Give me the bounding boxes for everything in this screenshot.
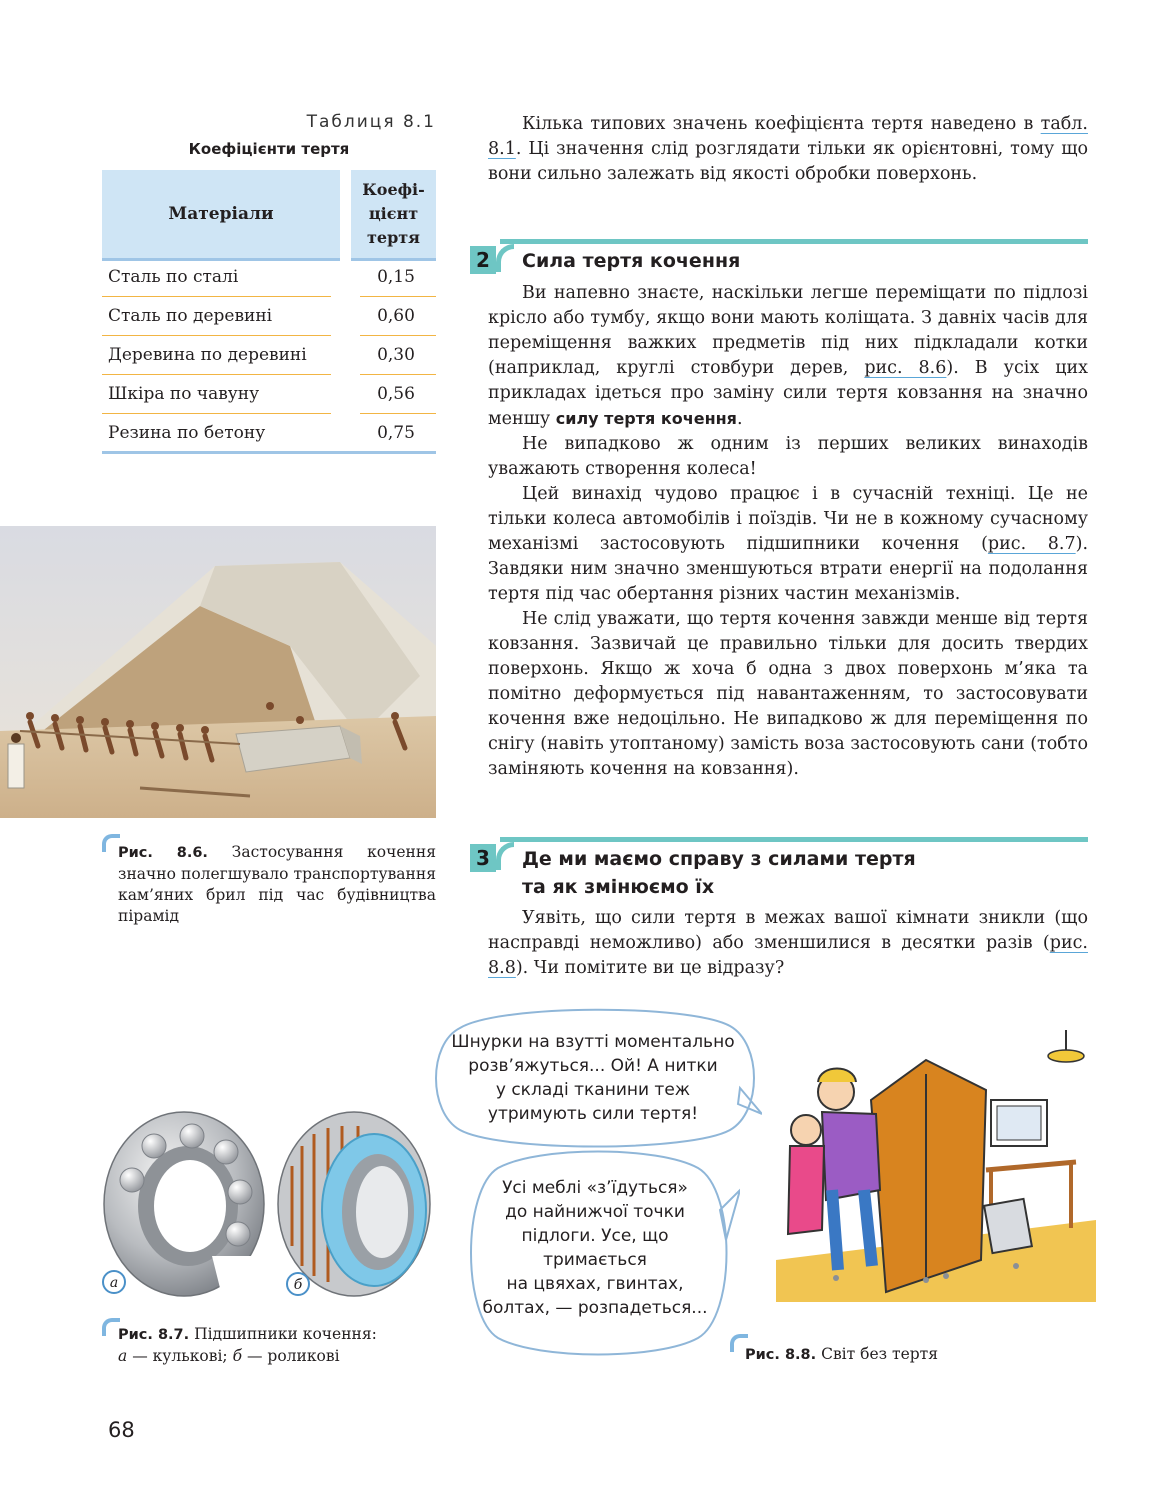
value-cell: 0,56 bbox=[377, 384, 415, 404]
section-number: 2 bbox=[470, 246, 496, 274]
bearing-a-badge: а bbox=[109, 1275, 119, 1291]
section-corner bbox=[496, 842, 514, 870]
figure-label: Рис. 8.6. bbox=[118, 845, 208, 861]
material-cell: Сталь по деревині bbox=[108, 306, 273, 326]
figure-label: Рис. 8.7. bbox=[118, 1327, 190, 1343]
page-number: 68 bbox=[108, 1418, 135, 1442]
section-corner bbox=[496, 244, 514, 272]
paragraph: Не випадково ж одним із перших великих винаходів уважають створення колеса! bbox=[488, 434, 1088, 479]
table-caption: Таблиця 8.1 bbox=[306, 112, 436, 132]
table-row bbox=[102, 415, 436, 453]
table-header-coefficient bbox=[351, 170, 436, 258]
figure-8-6-caption bbox=[118, 842, 436, 927]
speech-bubble-text: Усі меблі «з’їдуться» до найнижчої точки підлоги. Усе, що тримається на цвяхах, гвинтах, болтах, — розпадеться... bbox=[482, 1178, 708, 1318]
value-cell: 0,75 bbox=[377, 423, 415, 443]
material-cell: Резина по бетону bbox=[108, 423, 266, 443]
figure-8-7-link[interactable]: рис. 8.7 bbox=[987, 534, 1076, 554]
header-line: тертя bbox=[366, 228, 420, 247]
header-line: Коефі- bbox=[362, 180, 425, 199]
value-cell: 0,30 bbox=[377, 345, 415, 365]
figure-8-7-caption: Рис. 8.7. Підшипники кочення: а — кулькові; б — роликові bbox=[118, 1325, 377, 1365]
figure-8-6-link[interactable]: рис. 8.6 bbox=[864, 358, 947, 378]
table-row bbox=[102, 376, 436, 414]
key-term: силу тертя кочення bbox=[555, 409, 737, 428]
caption-text: Застосування кочення значно полегшувало транспортування кам’яних брил під час будівництва пірамід bbox=[118, 843, 436, 925]
bearings-illustration bbox=[102, 1106, 432, 1302]
table-header-materials: Матеріали bbox=[102, 170, 340, 258]
table-row bbox=[102, 298, 436, 336]
table-8-1-link[interactable]: табл. 8.1 bbox=[488, 114, 1088, 159]
figure-8-8-link[interactable]: рис. 8.8 bbox=[488, 933, 1088, 978]
pyramid-illustration bbox=[0, 526, 436, 818]
table-row bbox=[102, 259, 436, 297]
section-divider bbox=[500, 837, 1088, 842]
material-cell: Сталь по сталі bbox=[108, 267, 239, 287]
title-line: Де ми маємо справу з силами тертя bbox=[522, 848, 916, 870]
material-cell: Шкіра по чавуну bbox=[108, 384, 260, 404]
material-cell: Деревина по деревині bbox=[108, 345, 307, 365]
value-cell: 0,15 bbox=[377, 267, 415, 287]
paragraph: Уявіть, що сили тертя в межах вашої кімнати зникли (що насправді неможливо) або зменшилися в десятки разів (рис. 8.8). Чи помітите ви це відразу? bbox=[488, 908, 1088, 978]
section-divider bbox=[500, 239, 1088, 244]
room-cartoon-illustration bbox=[776, 1030, 1096, 1302]
table-row bbox=[102, 337, 436, 375]
figure-8-8-caption: Рис. 8.8. Світ без тертя bbox=[745, 1345, 939, 1363]
table-title: Коефіцієнти тертя bbox=[188, 140, 350, 158]
header-line: цієнт bbox=[368, 204, 419, 223]
title-line: та як змінюємо їх bbox=[522, 876, 715, 898]
bearing-b-badge: б bbox=[293, 1277, 303, 1293]
table-bottom-rule bbox=[102, 451, 436, 454]
paragraph: Не слід уважати, що тертя кочення завжди менше від тертя ковзання. Зазвичай це правильно тільки для досить твердих поверхонь. Якщо ж хоча б одна з двох поверхонь м’яка та помітно деформується під навантаженням, то застосовувати кочення вже недоцільно. Не випадково ж для переміщення по снігу (навіть утоптаному) замість воза застосовують сани (тобто заміняють кочення на ковзання). bbox=[488, 609, 1088, 779]
paragraph: Ви напевно знаєте, наскільки легше переміщати по підлозі крісло або тумбу, якщо вони мають коліщата. З давніх часів для переміщення важких предметів під них підкладали котки (наприклад, круглі стовбури дерев, рис. 8.6). В усіх цих прикладах ідеться про заміну сили тертя ковзання на значно меншу силу тертя кочення. bbox=[488, 283, 1089, 429]
intro-paragraph: Кілька типових значень коефіцієнта тертя наведено в табл. 8.1. Ці значення слід розглядати тільки як орієнтовні, тому що вони сильно залежать від якості обробки поверхонь. bbox=[488, 114, 1088, 184]
speech-bubble-text: Шнурки на взутті моментально розв’яжуться... Ой! А нитки у складі тканини теж утримують сили тертя! bbox=[451, 1032, 735, 1124]
paragraph: Цей винахід чудово працює і в сучасній техніці. Це не тільки колеса автомобілів і поїздів. Чи не в кожному сучасному механізмі застосовують підшипники кочення (рис. 8.7). Завдяки ним значно зменшуються втрати енергії на подолання тертя під час обертання різних частин механізмів. bbox=[488, 484, 1089, 604]
section-title: Сила тертя кочення bbox=[522, 250, 741, 272]
section-title bbox=[522, 845, 1082, 901]
value-cell: 0,60 bbox=[377, 306, 415, 326]
figure-label: Рис. 8.8. bbox=[745, 1347, 817, 1363]
section-number: 3 bbox=[470, 844, 496, 872]
section-2-body bbox=[488, 281, 1088, 782]
